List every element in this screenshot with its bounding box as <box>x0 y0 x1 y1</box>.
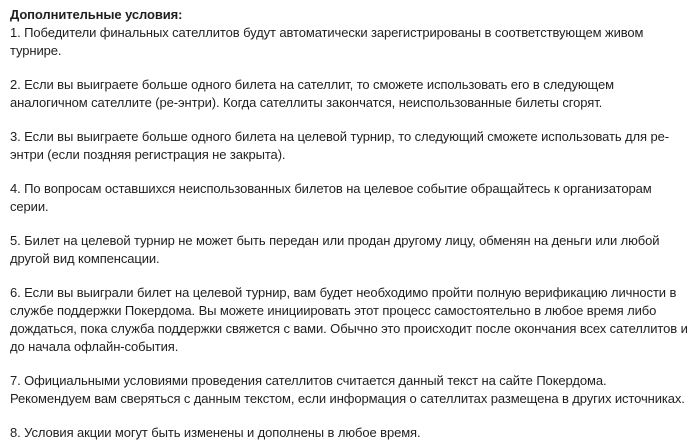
terms-item-3: 3. Если вы выиграете больше одного билета на целевой турнир, то следующий сможете использовать для ре-энтри (если поздняя регистрация не закрыта). <box>10 129 669 162</box>
terms-item-7: 7. Официальными условиями проведения сателлитов считается данный текст на сайте Покердома. Рекомендуем вам сверяться с данным текстом, если информация о сателлитах размещена в других источниках. <box>10 373 685 406</box>
terms-item-6: 6. Если вы выиграли билет на целевой турнир, вам будет необходимо пройти полную верификацию личности в службе поддержки Покердома. Вы можете инициировать этот процесс самостоятельно в любое время либо дождаться, пока служба поддержки свяжется с вами. Обычно это происходит после окончания всех сателлитов и до начала офлайн-события. <box>10 285 688 354</box>
terms-heading: Дополнительные условия: <box>10 7 183 22</box>
terms-item-2: 2. Если вы выиграете больше одного билета на сателлит, то сможете использовать его в следующем аналогичном сателлите (ре-энтри). Когда сателлиты закончатся, неиспользованные билеты сгорят. <box>10 77 614 110</box>
terms-item-1: 1. Победители финальных сателлитов будут автоматически зарегистрированы в соответствующем живом турнире. <box>10 25 644 58</box>
terms-item-5: 5. Билет на целевой турнир не может быть передан или продан другому лицу, обменян на деньги или любой другой вид компенсации. <box>10 233 660 266</box>
terms-item-8: 8. Условия акции могут быть изменены и дополнены в любое время. <box>10 425 421 440</box>
terms-item-4: 4. По вопросам оставшихся неиспользованных билетов на целевое событие обращайтесь к организаторам серии. <box>10 181 652 214</box>
